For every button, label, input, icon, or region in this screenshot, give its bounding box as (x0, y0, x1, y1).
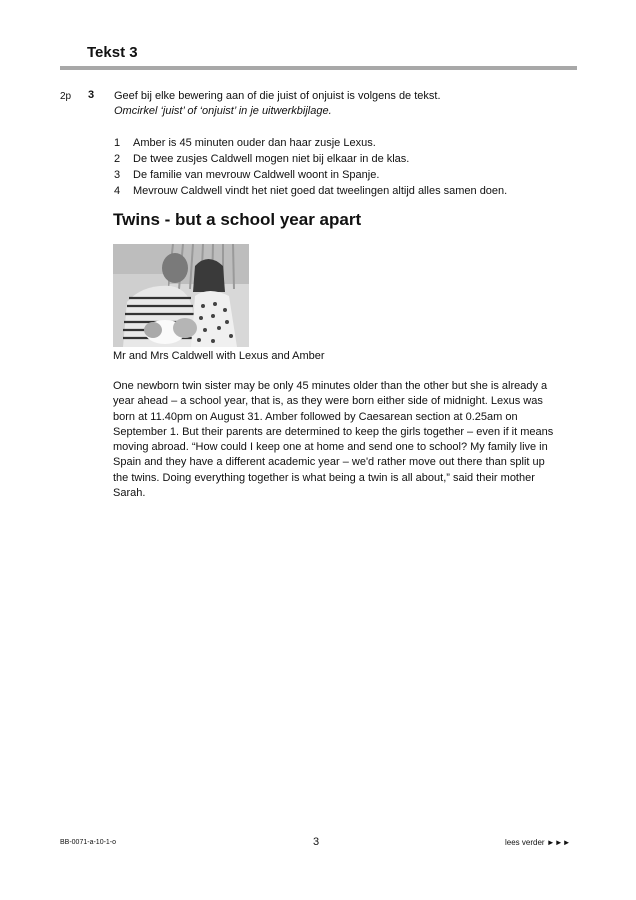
instruction-line-2: Omcirkel ‘juist’ of ‘onjuist’ in je uitwerkbijlage. (114, 105, 332, 117)
question-number: 3 (88, 89, 95, 101)
question-instruction (114, 89, 584, 119)
continue-indicator: lees verder ►►► (505, 838, 571, 847)
statement-number: 2 (114, 153, 121, 165)
section-title: Tekst 3 (87, 44, 138, 61)
page-number: 3 (313, 836, 320, 848)
statement-text: Mevrouw Caldwell vindt het niet goed dat tweelingen altijd alles samen doen. (133, 185, 508, 197)
statement-item (114, 135, 584, 151)
statement-item (114, 151, 584, 167)
question-points: 2p (60, 91, 72, 102)
statement-number: 1 (114, 137, 121, 149)
exam-code: BB-0071-a-10-1-o (60, 839, 117, 846)
statement-item (114, 183, 584, 199)
family-photo-image (113, 244, 249, 347)
photo-caption: Mr and Mrs Caldwell with Lexus and Amber (113, 350, 325, 362)
statement-text: Amber is 45 minuten ouder dan haar zusje Lexus. (133, 137, 376, 149)
statement-item (114, 167, 584, 183)
article-title: Twins - but a school year apart (113, 210, 362, 229)
instruction-line-1: Geef bij elke bewering aan of die juist of onjuist is volgens de tekst. (114, 90, 441, 102)
statement-number: 3 (114, 169, 121, 181)
statement-number: 4 (114, 185, 121, 197)
header-divider (60, 66, 577, 70)
statement-text: De familie van mevrouw Caldwell woont in Spanje. (133, 169, 380, 181)
family-photo (113, 244, 249, 347)
article-body: One newborn twin sister may be only 45 minutes older than the other but she is already a year ahead – a school year, that is, as they were born either side of midnight. Lexus was born at 11.40pm on August 31. Amber followed by Caesarean section at 0.25am on September 1. But their parents are determined to keep the girls together – even if it means moving abroad. “How could I keep one at home and send one to school? My family live in Spain and they have a different academic year – we'd rather move out there than split up the twins. Doing everything together is what being a twin is all about,” said their mother Sarah. (113, 380, 554, 500)
statement-list (114, 135, 584, 199)
statement-text: De twee zusjes Caldwell mogen niet bij elkaar in de klas. (133, 153, 410, 165)
